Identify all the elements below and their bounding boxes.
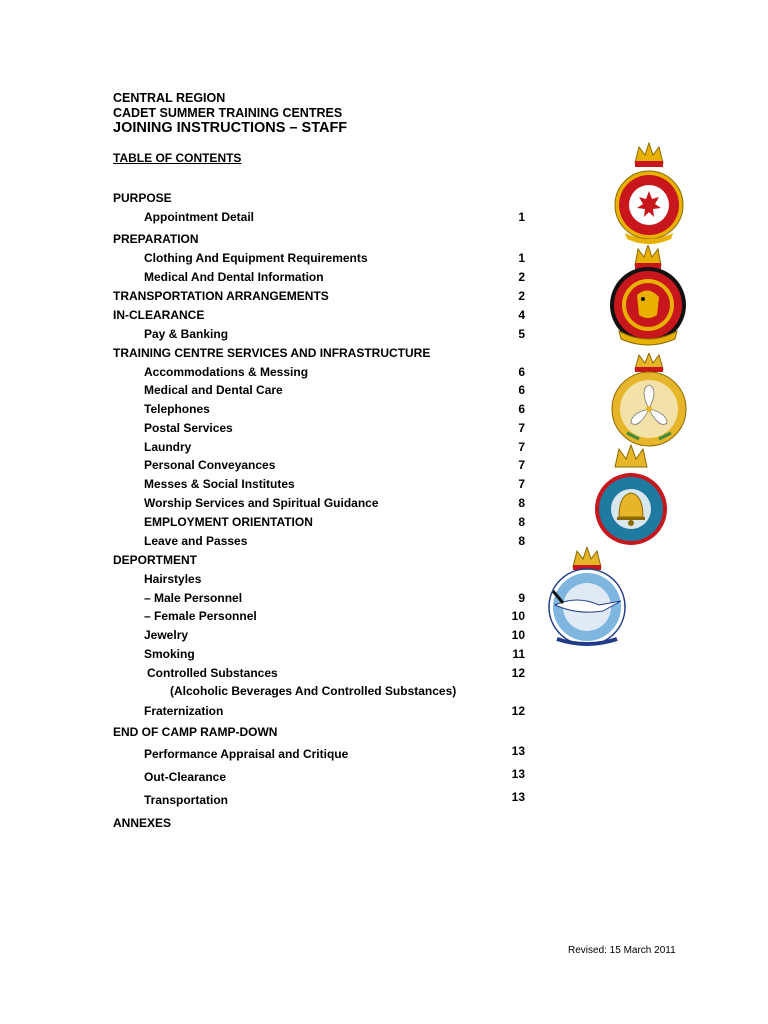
toc-page: 8 (518, 496, 525, 510)
toc-page: 8 (518, 534, 525, 548)
toc-label: Fraternization (144, 704, 224, 718)
toc-page: 7 (518, 477, 525, 491)
toc-page: 7 (518, 458, 525, 472)
toc-row-controlled (0, 666, 768, 684)
toc-page: 10 (511, 609, 525, 623)
toc-label: PREPARATION (113, 232, 199, 246)
toc-label: Performance Appraisal and Critique (144, 747, 349, 761)
cadet-badges (535, 135, 705, 655)
toc-label: DEPORTMENT (113, 553, 197, 567)
toc-label: IN-CLEARANCE (113, 308, 205, 322)
toc-label: Appointment Detail (144, 210, 254, 224)
toc-page: 9 (518, 591, 525, 605)
toc-page: 12 (511, 666, 525, 680)
toc-label: Hairstyles (144, 572, 202, 586)
toc-label: (Alcoholic Beverages And Controlled Substances) (170, 684, 457, 698)
toc-page: 13 (511, 767, 525, 781)
toc-label: Medical And Dental Information (144, 270, 324, 284)
toc-label: Worship Services and Spiritual Guidance (144, 496, 379, 510)
toc-page: 6 (518, 383, 525, 397)
toc-label: Leave and Passes (144, 534, 248, 548)
revised-date: Revised: 15 March 2011 (568, 945, 676, 956)
toc-page: 12 (511, 704, 525, 718)
toc-row-ramp-down (0, 725, 768, 743)
toc-row-out-clearance (0, 767, 768, 788)
toc-page: 6 (518, 365, 525, 379)
toc-label: Pay & Banking (144, 327, 229, 341)
toc-label: TRAINING CENTRE SERVICES AND INFRASTRUCTURE (113, 346, 431, 360)
cadet-crest-icon (611, 141, 687, 247)
toc-label: Controlled Substances (147, 666, 278, 680)
toc-page: 6 (518, 402, 525, 416)
toc-label: – Male Personnel (144, 591, 243, 605)
toc-title: TABLE OF CONTENTS (113, 151, 242, 165)
toc-label: Transportation (144, 793, 229, 807)
toc-page: 13 (511, 790, 525, 804)
toc-page: 11 (512, 647, 525, 661)
toc-page: 5 (518, 327, 525, 341)
page-title: JOINING INSTRUCTIONS – STAFF (113, 120, 348, 136)
toc-page: 2 (518, 270, 525, 284)
toc-label: Medical and Dental Care (144, 383, 283, 397)
toc-page: 13 (511, 744, 525, 758)
toc-label: Personal Conveyances (144, 458, 276, 472)
toc-label: Smoking (144, 647, 195, 661)
toc-label: ANNEXES (113, 816, 172, 830)
toc-row-fraternization (0, 704, 768, 722)
toc-page: 1 (518, 210, 525, 224)
toc-label: Laundry (144, 440, 192, 454)
toc-label: PURPOSE (113, 191, 172, 205)
toc-label: Accommodations & Messing (144, 365, 309, 379)
toc-label: Postal Services (144, 421, 233, 435)
toc-row-performance (0, 744, 768, 765)
toc-page: 7 (518, 440, 525, 454)
toc-label: Out-Clearance (144, 770, 227, 784)
toc-row-transportation (0, 790, 768, 811)
toc-label: TRANSPORTATION ARRANGEMENTS (113, 289, 329, 303)
toc-page: 7 (518, 421, 525, 435)
toc-row-alcoholic (0, 684, 768, 702)
header-centres: CADET SUMMER TRAINING CENTRES (113, 106, 343, 120)
sea-cadet-bell-icon (589, 443, 673, 551)
toc-label: – Female Personnel (144, 609, 257, 623)
toc-label: Jewelry (144, 628, 189, 642)
toc-label: END OF CAMP RAMP-DOWN (113, 725, 278, 739)
toc-row-annexes (0, 816, 768, 834)
toc-label: EMPLOYMENT ORIENTATION (144, 515, 313, 529)
toc-page: 2 (518, 289, 525, 303)
toc-page: 10 (511, 628, 525, 642)
toc-page: 4 (518, 308, 525, 322)
toc-label: Telephones (144, 402, 210, 416)
toc-page: 1 (518, 251, 525, 265)
header-region: CENTRAL REGION (113, 91, 226, 105)
army-cadet-lion-icon (605, 245, 691, 349)
toc-label: Messes & Social Institutes (144, 477, 295, 491)
air-cadet-bird-icon (537, 547, 647, 651)
trillium-crest-icon (609, 353, 689, 449)
toc-page: 8 (518, 515, 525, 529)
toc-label: Clothing And Equipment Requirements (144, 251, 368, 265)
